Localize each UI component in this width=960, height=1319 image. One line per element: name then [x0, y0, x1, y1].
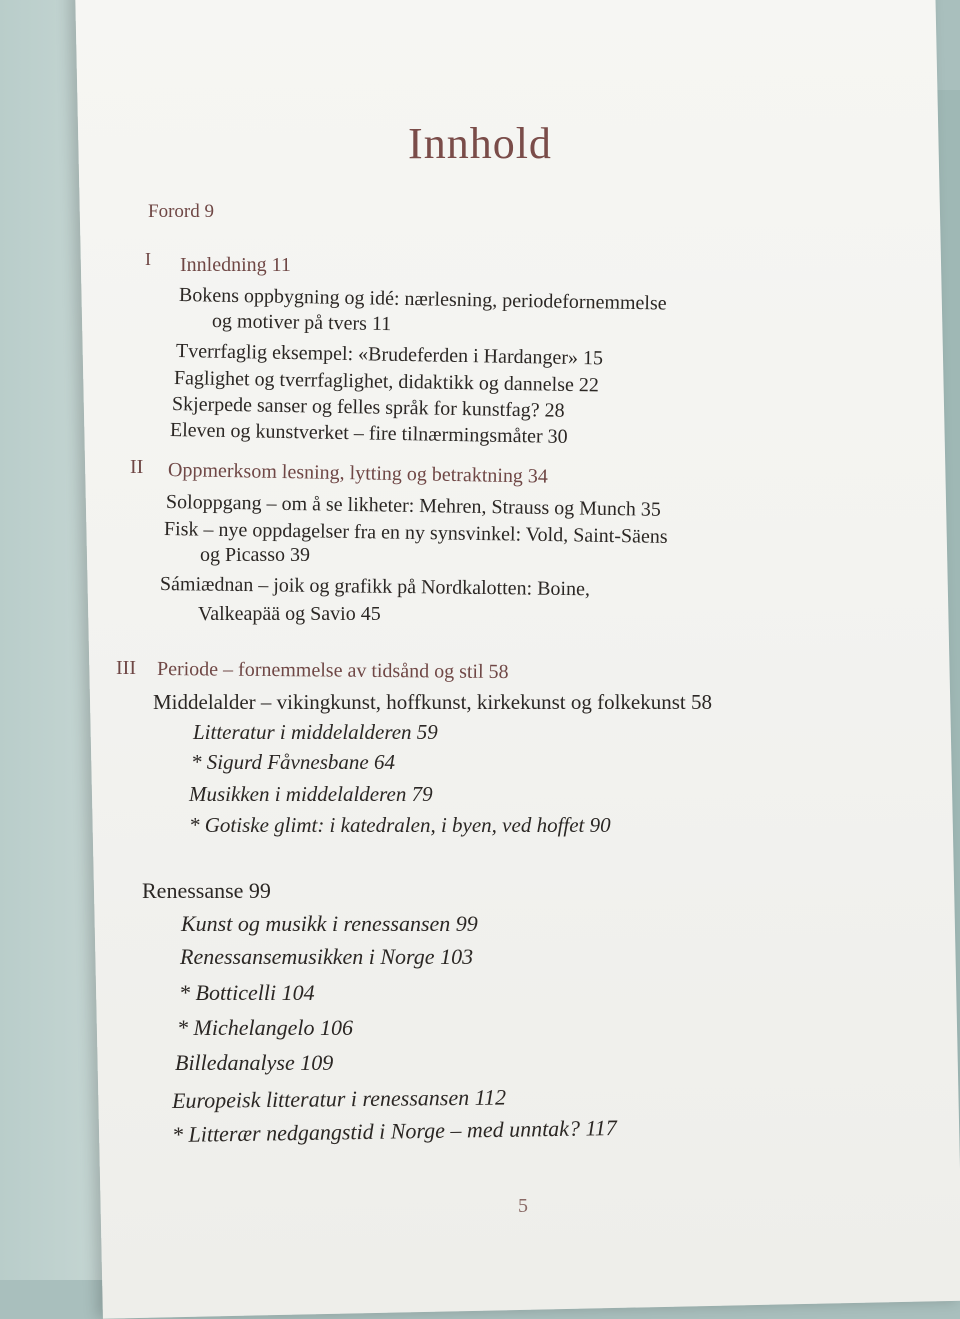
- page-title: Innhold: [408, 119, 552, 168]
- toc-entry: Musikken i middelalderen 79: [189, 782, 433, 806]
- toc-entry: Kunst og musikk i renessansen 99: [181, 911, 478, 936]
- toc-entry: * Botticelli 104: [179, 980, 315, 1005]
- subsection-heading: Renessanse 99: [142, 878, 271, 903]
- section-numeral: II: [130, 456, 144, 478]
- toc-entry: * Michelangelo 106: [177, 1015, 353, 1040]
- toc-entry: Skjerpede sanser og felles språk for kunstfag? 28: [171, 393, 565, 422]
- section-numeral: III: [116, 657, 136, 679]
- toc-entry: og motiver på tvers 11: [211, 310, 392, 336]
- toc-entry: Soloppgang – om å se likheter: Mehren, Strauss og Munch 35: [165, 491, 662, 521]
- toc-entry: Sámiædnan – joik og grafikk på Nordkalotten: Boine,: [159, 573, 591, 601]
- toc-entry: * Litterær nedgangstid i Norge – med unntak? 117: [171, 1115, 618, 1147]
- toc-entry: og Picasso 39: [200, 544, 310, 566]
- toc-entry-forord: Forord 9: [148, 201, 214, 222]
- toc-entry: Faglighet og tverrfaglighet, didaktikk og dannelse 22: [173, 367, 600, 397]
- page-number: 5: [518, 1195, 528, 1217]
- toc-entry: Europeisk litteratur i renessansen 112: [171, 1084, 507, 1113]
- subsection-heading: Middelalder – vikingkunst, hoffkunst, kirkekunst og folkekunst 58: [153, 690, 712, 714]
- toc-entry: Valkeapää og Savio 45: [198, 603, 381, 625]
- toc-entry: Eleven og kunstverket – fire tilnærmingsmåter 30: [169, 419, 568, 448]
- section-heading: Periode – fornemmelse av tidsånd og stil 58: [156, 658, 509, 684]
- toc-entry: Tverrfaglig eksempel: «Brudeferden i Hardanger» 15: [175, 340, 604, 370]
- toc-entry: Litteratur i middelalderen 59: [193, 720, 438, 744]
- section-heading: Oppmerksom lesning, lytting og betraktning 34: [167, 459, 549, 488]
- toc-entry: * Gotiske glimt: i katedralen, i byen, ved hoffet 90: [189, 813, 611, 837]
- toc-entry: Fisk – nye oppdagelser fra en ny synsvinkel: Vold, Saint-Säens: [163, 518, 668, 548]
- toc-entry: Renessansemusikken i Norge 103: [180, 944, 474, 969]
- toc-entry: * Sigurd Fåvnesbane 64: [191, 750, 395, 774]
- toc-entry: Billedanalyse 109: [175, 1050, 334, 1075]
- toc-entry: Bokens oppbygning og idé: nærlesning, periodefornemmelse: [178, 284, 667, 315]
- section-heading: Innledning 11: [180, 254, 291, 276]
- section-numeral: I: [145, 249, 151, 269]
